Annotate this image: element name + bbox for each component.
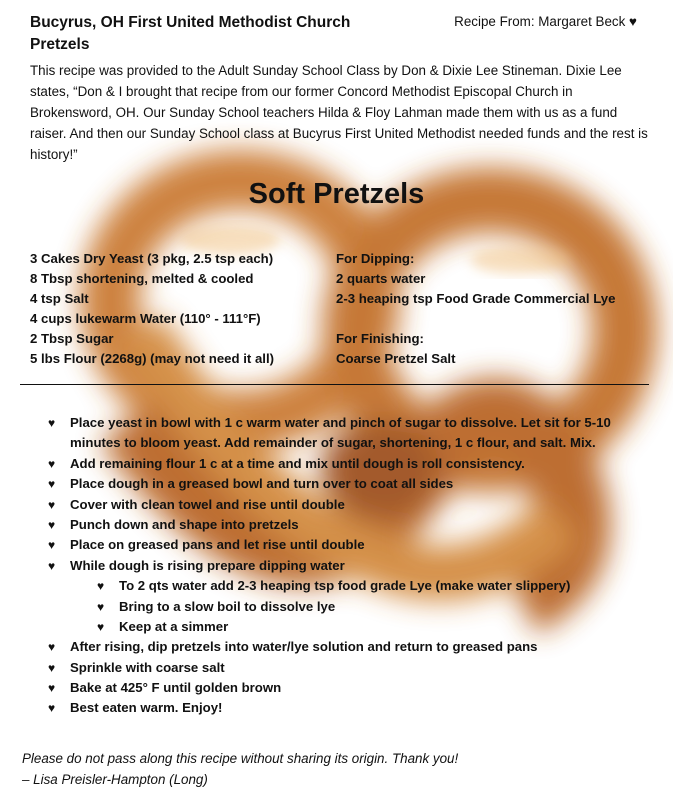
ingredient: 4 cups lukewarm Water (110° - 111°F) [30,311,261,326]
step-item [0,535,630,555]
heart-bullet-icon: ♥ [97,579,105,594]
heart-bullet-icon: ♥ [48,701,56,716]
heart-bullet-icon: ♥ [48,497,56,512]
substep-item [0,576,630,596]
finishing-item: Coarse Pretzel Salt [336,351,456,366]
step-item [0,454,630,474]
step-text: Place dough in a greased bowl and turn over to coat all sides [70,476,454,492]
heart-bullet-icon: ♥ [97,599,105,614]
heart-bullet-icon: ♥ [48,660,56,675]
heart-bullet-icon: ♥ [97,619,105,634]
heart-bullet-icon: ♥ [48,681,56,696]
heart-bullet-icon: ♥ [48,477,56,492]
heart-bullet-icon: ♥ [48,416,56,430]
heart-bullet-icon: ♥ [48,558,56,573]
document-title [30,12,350,56]
ingredients-list [30,249,274,369]
step-item [0,474,630,494]
ingredient: 2 Tbsp Sugar [30,331,114,346]
step-text: While dough is rising prepare dipping water [70,557,345,573]
dipping-item: 2-3 heaping tsp Food Grade Commercial Lye [336,291,616,306]
step-text: Bring to a slow boil to dissolve lye [119,598,336,614]
divider [20,384,649,385]
step-text: Best eaten warm. Enjoy! [70,700,223,716]
dipping-finishing [336,249,615,369]
ingredient: 8 Tbsp shortening, melted & cooled [30,271,254,286]
recipe-title: Soft Pretzels [248,178,425,210]
step-item [0,658,630,678]
finishing-heading: For Finishing: [336,331,424,346]
step-text: Add remaining flour 1 c at a time and mix until dough is roll consistency. [70,455,525,471]
title-line-2: Pretzels [30,36,90,53]
footer-line-2: – Lisa Preisler-Hampton (Long) [22,772,208,787]
intro-paragraph: This recipe was provided to the Adult Sunday School Class by Don & Dixie Lee Stineman. Dixie Lee states, “Don & I brought that recipe from our former Concord Methodist Episcopal Church in Brokensword, OH. Our Sunday School teachers Hilda & Floy Lahman made them with us as a fund raiser. And then our Sunday School class at Bucyrus First United Methodist needed funds and the rest is history!” [30,63,648,162]
step-text: Place yeast in bowl with 1 c warm water and pinch of sugar to dissolve. Let sit for 5-10 minutes to bloom yeast. Add remainder of sugar, shortening, 1 c flour, and salt. Mix. [70,415,611,451]
footer-note [22,748,458,790]
step-text: Cover with clean towel and rise until double [70,496,345,512]
step-text: Bake at 425° F until golden brown [70,680,282,696]
step-text: Sprinkle with coarse salt [70,659,225,675]
step-text: To 2 qts water add 2-3 heaping tsp food grade Lye (make water slippery) [119,578,571,594]
step-text: Place on greased pans and let rise until double [70,537,365,553]
step-text: Punch down and shape into pretzels [70,516,299,532]
step-item [0,413,630,454]
step-item [0,556,630,576]
step-item [0,698,630,718]
step-item [0,515,630,535]
dipping-item: 2 quarts water [336,271,426,286]
step-text: After rising, dip pretzels into water/lye solution and return to greased pans [70,639,538,655]
step-item [0,495,630,515]
step-item [0,637,630,657]
heart-bullet-icon: ♥ [48,538,56,553]
dipping-heading: For Dipping: [336,251,415,266]
recipe-from: Recipe From: Margaret Beck ♥ [454,14,637,29]
ingredient: 5 lbs Flour (2268g) (may not need it all) [30,351,275,366]
heart-bullet-icon: ♥ [48,456,56,471]
heart-bullet-icon: ♥ [48,640,56,655]
step-text: Keep at a simmer [119,618,229,634]
title-line-1: Bucyrus, OH First United Methodist Church [30,14,351,31]
substep-item [0,617,630,637]
ingredient: 4 tsp Salt [30,291,89,306]
steps-list [0,413,630,719]
substep-item [0,597,630,617]
ingredient: 3 Cakes Dry Yeast (3 pkg, 2.5 tsp each) [30,251,274,266]
footer-line-1: Please do not pass along this recipe without sharing its origin. Thank you! [22,751,459,766]
heart-bullet-icon: ♥ [48,517,56,532]
step-item [0,678,630,698]
